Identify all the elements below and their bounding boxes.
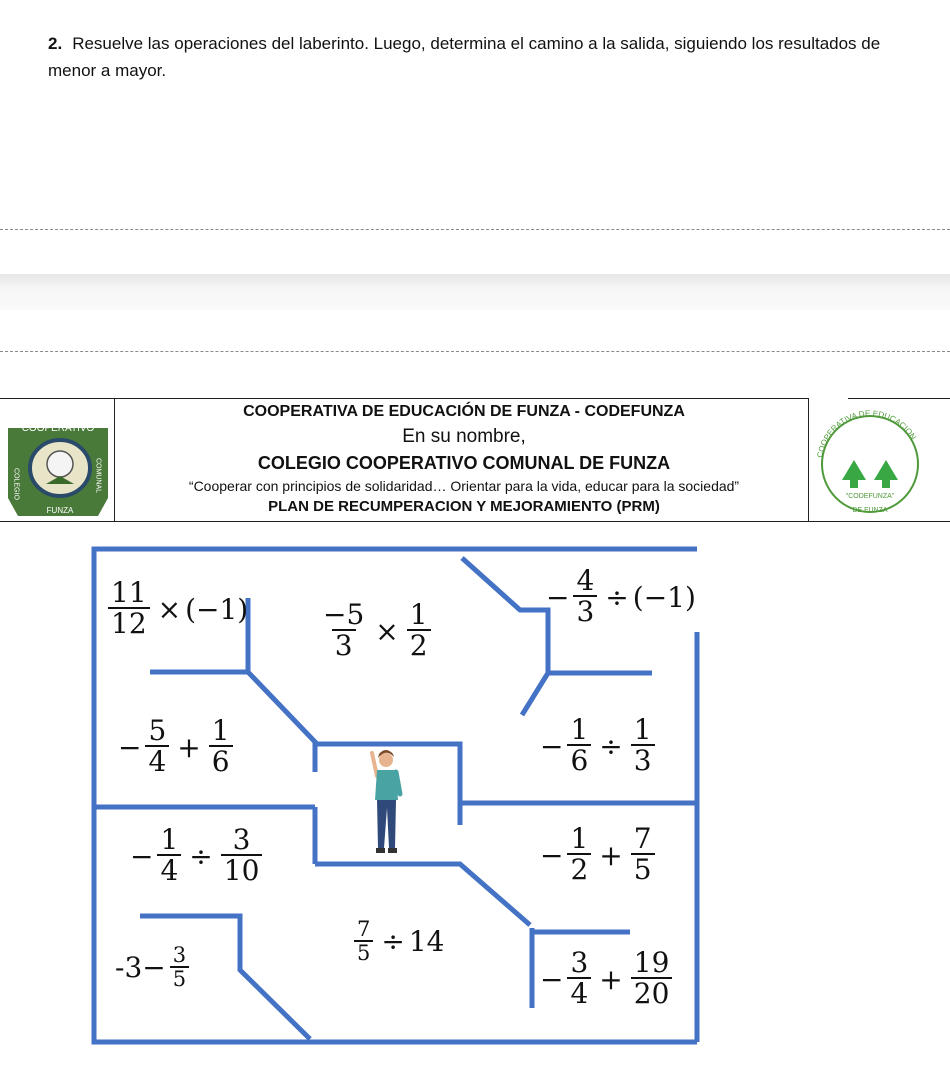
crest-left-text: COLEGIO <box>12 468 20 500</box>
maze-cell-expression: − $\frac{3}{4}$ + $\frac{19}{20}$ <box>540 948 676 1010</box>
question-body: Resuelve las operaciones del laberinto. Luego, determina el camino a la salida, siguiendo los resultados de menor a mayor. <box>48 34 881 80</box>
crest-bottom-text: FUNZA <box>46 506 74 515</box>
maze-cell-expression: − $\frac{1}{2}$ + $\frac{7}{5}$ <box>540 824 659 886</box>
question-number: 2. <box>48 34 63 53</box>
maze-cell-expression: -3− $\frac{3}{5}$ <box>115 944 193 991</box>
question-text <box>48 30 918 84</box>
maze-cell-expression: − $\frac{1}{4}$ ÷ $\frac{3}{10}$ <box>130 825 266 887</box>
dashed-divider <box>0 351 950 352</box>
crest-top-text: COOPERATIVO <box>21 423 95 434</box>
maze-cell-expression: $\frac{11}{12}$ × (−1) <box>104 578 248 640</box>
maze-cell-expression: − $\frac{4}{3}$ ÷ (−1) <box>546 564 696 629</box>
page-break-band <box>0 274 950 310</box>
header-coop-title: COOPERATIVA DE EDUCACIÓN DE FUNZA - CODEFUNZA <box>243 403 685 420</box>
maze-cell-expression: − $\frac{1}{6}$ ÷ $\frac{1}{3}$ <box>540 715 659 777</box>
seal-band-text: "CODEFUNZA" <box>845 493 895 500</box>
maze-cell-expression: − $\frac{5}{4}$ + $\frac{1}{6}$ <box>118 716 237 778</box>
school-crest-logo <box>6 418 114 518</box>
dashed-divider <box>0 229 950 230</box>
header-plan-title: PLAN DE RECUMPERACION Y MEJORAMIENTO (PRM) <box>268 498 660 515</box>
header-motto: “Cooperar con principios de solidaridad… Orientar para la vida, educar para la sociedad” <box>188 478 740 494</box>
maze-cell-expression: $\frac{7}{5}$ ÷ 14 <box>350 918 444 965</box>
maze-cell-expression: $\frac{-5}{3}$ × $\frac{1}{2}$ <box>316 600 435 662</box>
seal-arc-text: COOPERATIVA DE EDUCACION <box>815 408 918 459</box>
header-school-name: COLEGIO COOPERATIVO COMUNAL DE FUNZA <box>257 453 671 473</box>
crest-right-text: COMUNAL <box>94 458 102 494</box>
seal-bottom-text: DE FUNZA <box>852 507 888 514</box>
codefunza-seal-logo <box>810 408 930 520</box>
header-text-block <box>116 400 812 518</box>
header-subtitle: En su nombre, <box>402 426 526 447</box>
person-illustration <box>366 748 406 858</box>
